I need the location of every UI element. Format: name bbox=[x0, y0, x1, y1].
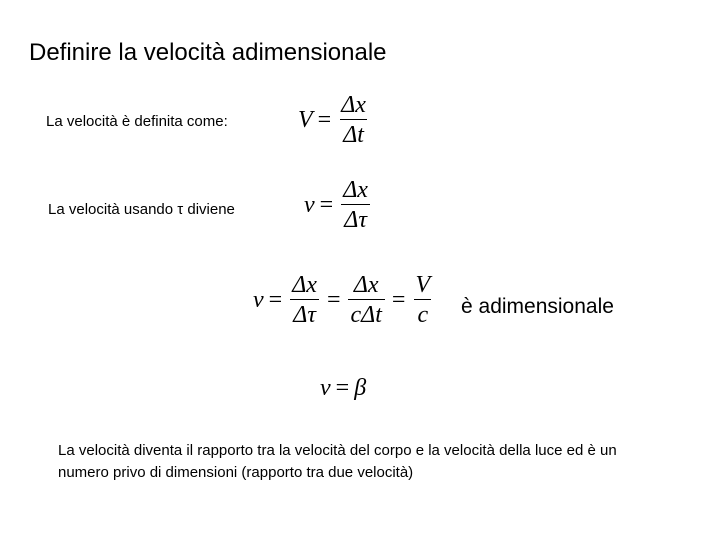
eq2-lhs: v bbox=[304, 192, 315, 218]
eq3-fraction-3 bbox=[412, 273, 433, 327]
eq4-equals: = bbox=[335, 375, 350, 401]
velocity-tau-label: La velocità usando τ diviene bbox=[48, 201, 235, 218]
dimensionless-note: è adimensionale bbox=[461, 295, 614, 318]
eq1-fraction bbox=[338, 93, 369, 147]
eq1-numerator: Δx bbox=[341, 92, 366, 118]
conclusion-paragraph: La velocità diventa il rapporto tra la velocità del corpo e la velocità della luce ed è un numero privo di dimensioni (rapporto tra due velocità) bbox=[58, 442, 617, 481]
eq4-lhs: v bbox=[320, 375, 331, 401]
equation-velocity-tau bbox=[304, 178, 373, 232]
eq3-lhs: v bbox=[253, 287, 264, 313]
eq3-fraction-1 bbox=[289, 273, 320, 327]
eq3-f1-numerator: Δx bbox=[292, 272, 317, 298]
eq1-denominator: Δt bbox=[340, 119, 367, 147]
eq2-denominator: Δτ bbox=[341, 204, 370, 232]
eq3-f3-denominator: c bbox=[414, 299, 431, 327]
equation-velocity-beta bbox=[320, 376, 366, 400]
equation-velocity-definition bbox=[298, 93, 371, 147]
eq3-f2-denominator: cΔt bbox=[348, 299, 385, 327]
slide-title: Definire la velocità adimensionale bbox=[29, 39, 387, 66]
eq3-f2-numerator: Δx bbox=[353, 272, 379, 298]
eq2-numerator: Δx bbox=[343, 177, 368, 203]
equation-dimensionless-chain bbox=[253, 273, 435, 327]
eq3-equals-3: = bbox=[391, 287, 406, 313]
velocity-defined-label: La velocità è definita come: bbox=[46, 113, 228, 130]
eq2-equals: = bbox=[319, 192, 334, 218]
eq1-lhs: V bbox=[298, 107, 313, 133]
eq3-equals-1: = bbox=[268, 287, 283, 313]
eq3-f1-denominator: Δτ bbox=[290, 299, 319, 327]
eq4-rhs: β bbox=[354, 375, 367, 401]
eq3-f3-numerator: V bbox=[415, 272, 431, 298]
eq2-fraction bbox=[340, 178, 371, 232]
eq3-equals-2: = bbox=[326, 287, 341, 313]
eq1-equals: = bbox=[317, 107, 332, 133]
eq3-fraction-2 bbox=[348, 273, 385, 327]
